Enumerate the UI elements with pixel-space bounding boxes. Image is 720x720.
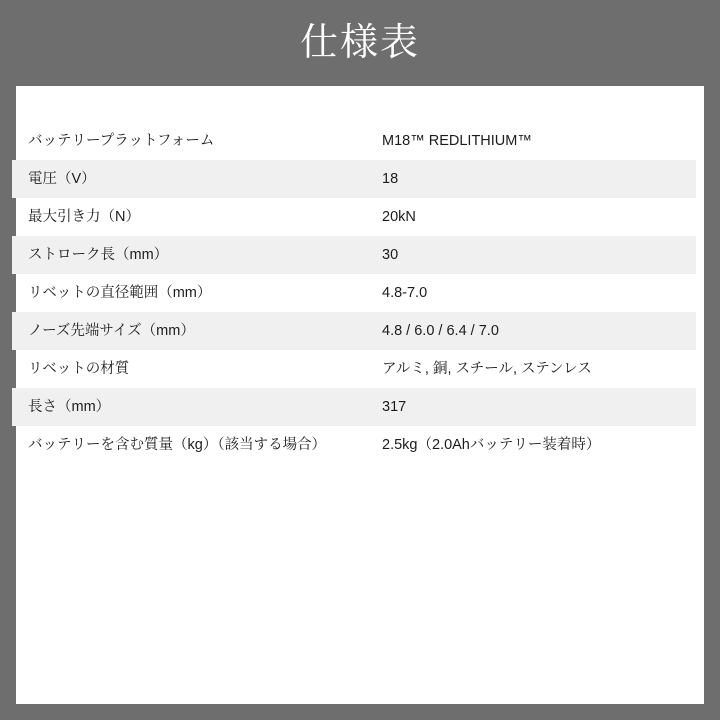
spec-value: 4.8 / 6.0 / 6.4 / 7.0 — [382, 323, 499, 339]
spec-value: 30 — [382, 247, 399, 263]
spec-label: バッテリープラットフォーム — [28, 133, 215, 149]
spec-label: バッテリーを含む質量（kg）（該当する場合） — [28, 437, 327, 453]
page-title: 仕様表 — [299, 22, 420, 64]
spec-label: 電圧（V） — [28, 171, 96, 187]
page-header — [0, 0, 720, 86]
table-row — [12, 160, 696, 198]
spec-label: リベットの材質 — [28, 361, 130, 377]
table-row — [12, 388, 696, 426]
spec-value: 317 — [382, 399, 407, 415]
table-row — [12, 122, 696, 160]
spec-label: ストローク長（mm） — [28, 247, 169, 263]
spec-label: 長さ（mm） — [28, 399, 111, 415]
specification-table-body — [12, 122, 696, 464]
spec-value: 2.5kg（2.0Ahバッテリー装着時） — [382, 437, 601, 453]
table-row — [12, 198, 696, 236]
spec-value: M18™ REDLITHIUM™ — [382, 133, 532, 149]
spec-value: 20kN — [382, 209, 416, 225]
spec-value: アルミ, 銅, スチール, ステンレス — [382, 361, 592, 377]
table-row — [12, 236, 696, 274]
table-row — [12, 274, 696, 312]
spec-value: 18 — [382, 171, 399, 187]
spec-label: 最大引き力（N） — [28, 209, 140, 225]
spec-value: 4.8-7.0 — [382, 285, 428, 301]
table-row — [12, 350, 696, 388]
specification-table — [12, 122, 696, 464]
table-row — [12, 426, 696, 464]
table-row — [12, 312, 696, 350]
spec-label: リベットの直径範囲（mm） — [28, 285, 212, 301]
footer-spacer — [0, 704, 720, 720]
spec-label: ノーズ先端サイズ（mm） — [28, 323, 195, 339]
